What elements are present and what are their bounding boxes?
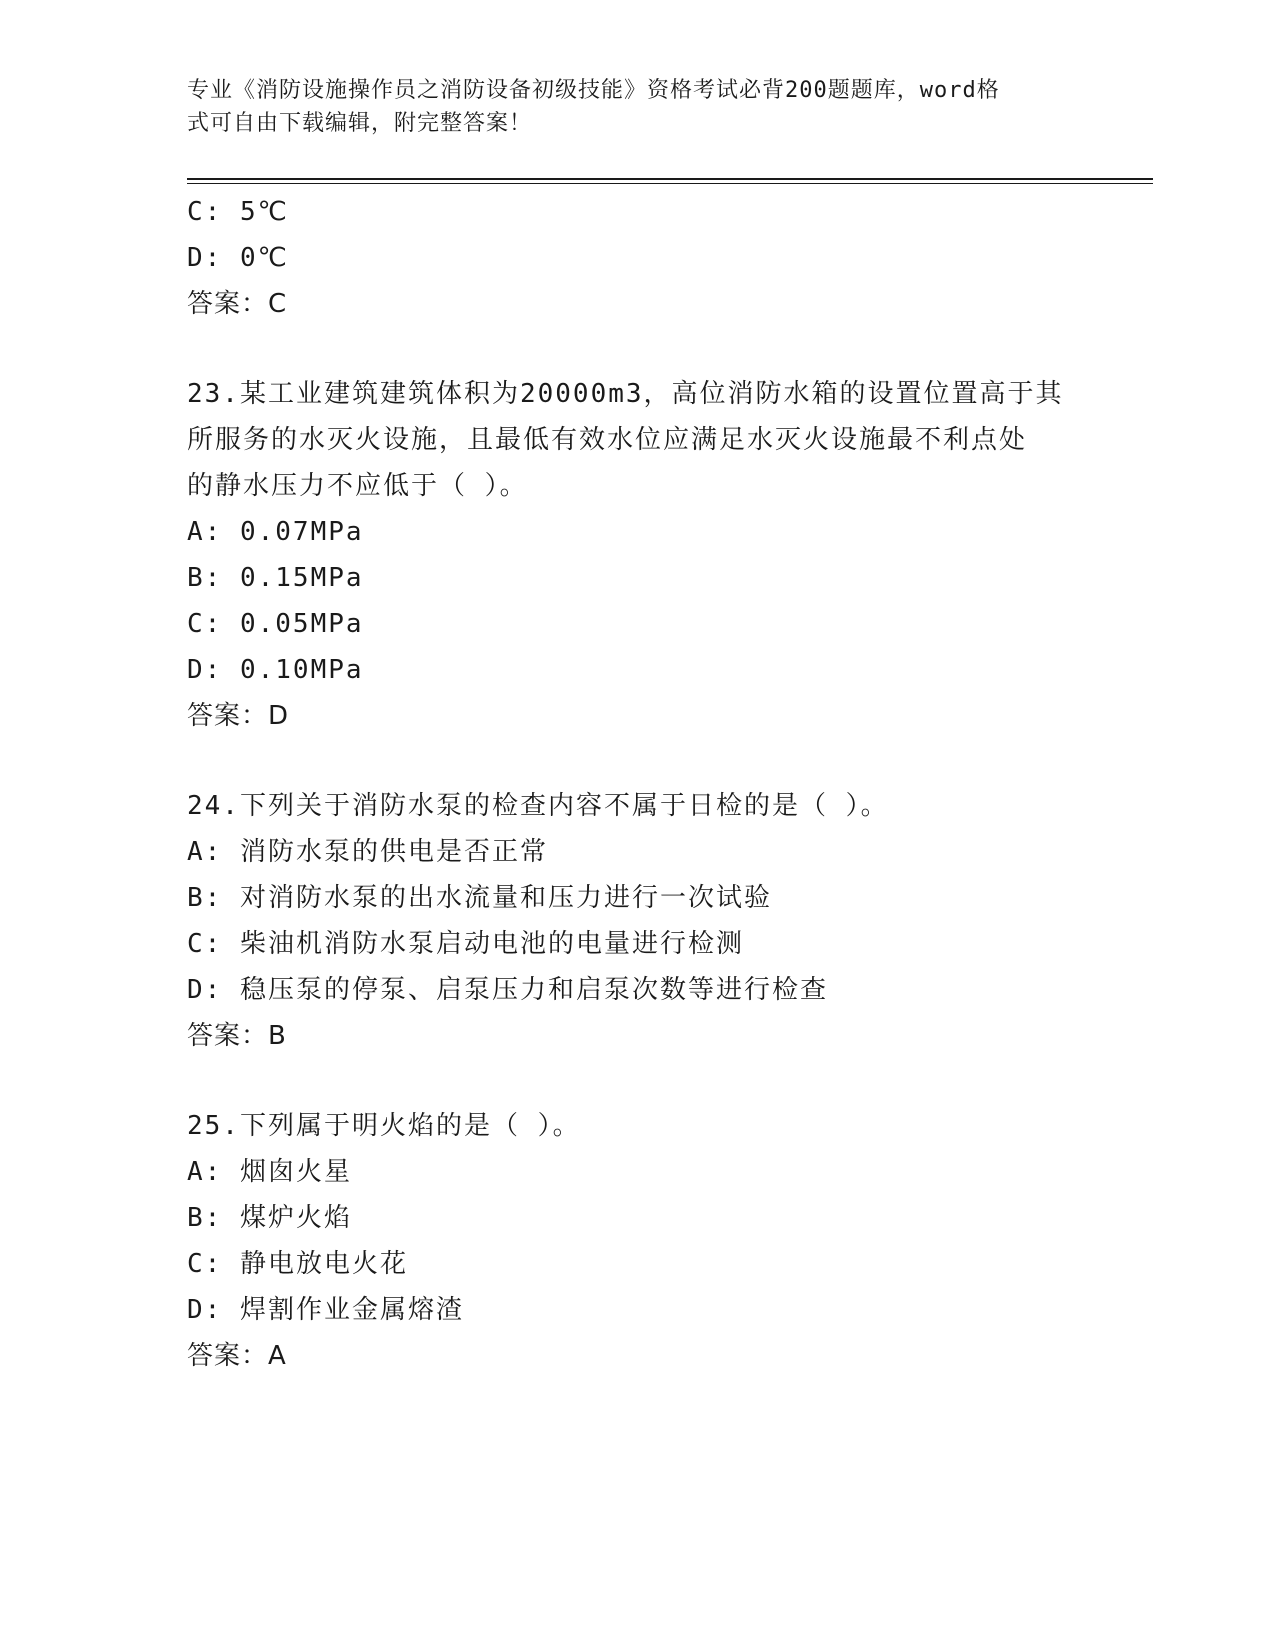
option-b: B: 煤炉火焰	[187, 1203, 352, 1233]
option-c: C: 5℃	[187, 197, 289, 227]
question-25	[187, 1103, 1067, 1379]
option-c: C: 0.05MPa	[187, 609, 364, 639]
option-d: D: 0.10MPa	[187, 655, 364, 685]
question-22-tail	[187, 189, 1067, 327]
option-a: A: 0.07MPa	[187, 517, 364, 547]
answer-line: 答案：C	[187, 289, 288, 319]
header-line-1: 专业《消防设施操作员之消防设备初级技能》资格考试必背200题题库，word格	[187, 78, 1000, 103]
document-header	[187, 74, 1067, 140]
option-c: C: 柴油机消防水泵启动电池的电量进行检测	[187, 929, 744, 959]
option-a: A: 烟囱火星	[187, 1157, 352, 1187]
question-stem-line: 23.某工业建筑建筑体积为20000m3，高位消防水箱的设置位置高于其	[187, 379, 1064, 409]
question-24	[187, 783, 1067, 1059]
header-line-2: 式可自由下载编辑，附完整答案！	[187, 111, 533, 136]
question-content	[187, 189, 1067, 1379]
option-d: D: 稳压泵的停泵、启泵压力和启泵次数等进行检查	[187, 975, 828, 1005]
header-divider	[187, 178, 1153, 184]
question-stem-line: 25.下列属于明火焰的是（ ）。	[187, 1111, 581, 1141]
option-b: B: 对消防水泵的出水流量和压力进行一次试验	[187, 883, 772, 913]
option-c: C: 静电放电火花	[187, 1249, 408, 1279]
answer-line: 答案：B	[187, 1021, 287, 1051]
question-23	[187, 371, 1067, 739]
option-b: B: 0.15MPa	[187, 563, 364, 593]
option-d: D: 焊割作业金属熔渣	[187, 1295, 464, 1325]
answer-line: 答案：D	[187, 701, 290, 731]
option-d: D: 0℃	[187, 243, 289, 273]
question-stem-line: 24.下列关于消防水泵的检查内容不属于日检的是（ ）。	[187, 791, 889, 821]
answer-line: 答案：A	[187, 1341, 287, 1371]
option-a: A: 消防水泵的供电是否正常	[187, 837, 548, 867]
question-stem-line: 所服务的水灭火设施，且最低有效水位应满足水灭火设施最不利点处	[187, 425, 1028, 455]
question-stem-line: 的静水压力不应低于（ ）。	[187, 471, 528, 501]
